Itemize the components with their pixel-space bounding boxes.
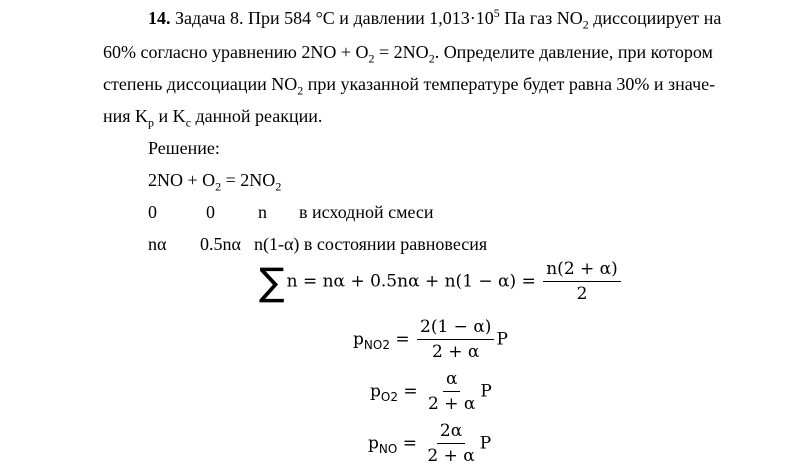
- sum-fraction: $\frac{n(2 + \alpha)}{2}$: [543, 259, 621, 304]
- sum-formula: ∑ n = nα + 0.5nα + n(1 − α) = $\frac{n(2 + \alpha)}{2}$: [259, 259, 623, 304]
- problem-line-2: 60% согласно уравнению $2NO + O_2 = 2NO_2$. Определите давление, при котором: [103, 42, 713, 66]
- initial-o2: 0: [206, 202, 215, 222]
- initial-label: в исходной смеси: [299, 202, 434, 222]
- equilibrium-o2: 0.5nα: [200, 234, 241, 254]
- initial-no: 0: [148, 202, 157, 222]
- initial-no2: n: [258, 202, 267, 222]
- sum-symbol: ∑: [259, 259, 285, 304]
- pno2-formula: $p_{NO2}$ = $\frac{2(1 - \alpha)}{2 + \alpha}$ P: [353, 317, 508, 362]
- solution-heading: Решение:: [148, 138, 220, 158]
- problem-line-4: ния $K_p$ и $K_c$ данной реакции.: [103, 106, 323, 130]
- equilibrium-label: n(1-α) в состоянии равновесия: [254, 234, 488, 254]
- problem-number: 14.: [148, 8, 171, 28]
- equilibrium-no: nα: [148, 234, 167, 254]
- problem-line-3: степень диссоциации $NO_2$ при указанной температуре будет равна 30% и значе-: [103, 74, 716, 98]
- po2-formula: $p_{O2}$ = $\frac{\alpha}{2 + \alpha}$ P: [370, 369, 492, 414]
- pno-formula: $p_{NO}$ = $\frac{2\alpha}{2 + \alpha}$ P: [368, 421, 492, 466]
- problem-line-1: 14. Задача 8. При 584 °С и давлении $1,013\cdot 10^5$ Па газ $NO_2$ диссоциирует на: [148, 6, 722, 32]
- reaction-equation: $2NO + O_2 = 2NO_2$: [148, 170, 282, 194]
